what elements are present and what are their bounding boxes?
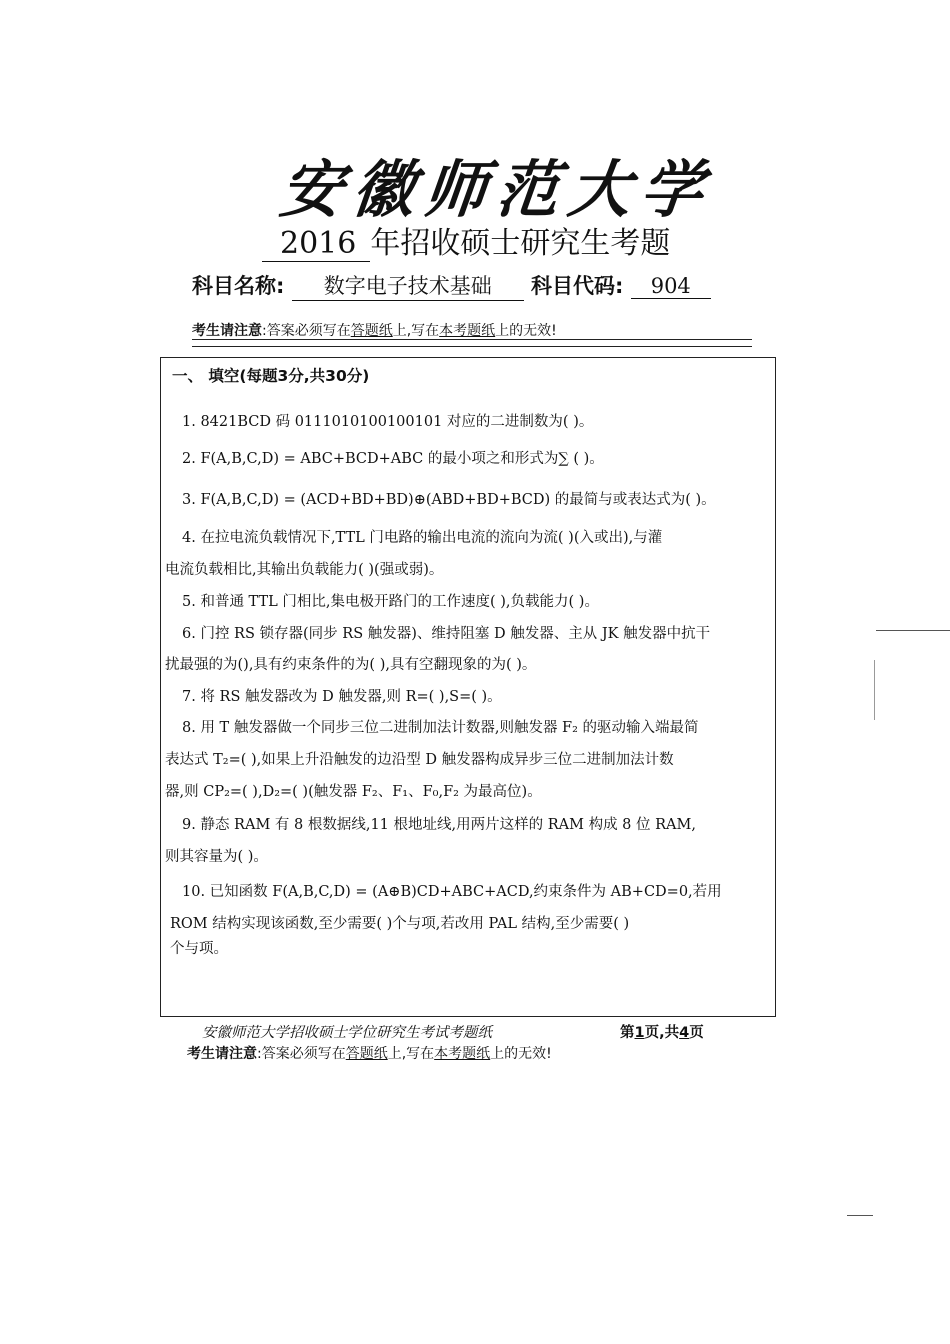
section-heading: 一、 填空(每题3分,共30分)	[172, 367, 370, 385]
question-line: 表达式 T₂=( ),如果上升沿触发的边沿型 D 触发器构成异步三位二进制加法计数	[165, 752, 674, 768]
subject-code-label: 科目代码:	[531, 274, 624, 298]
divider-rule-2	[192, 346, 752, 347]
subject-name-value: 数字电子技术基础	[292, 270, 524, 301]
bottom-notice	[187, 1043, 552, 1063]
page-pre: 第	[620, 1025, 635, 1041]
notice-text-2: 上,写在	[387, 1046, 435, 1062]
page-post: 页	[689, 1025, 704, 1041]
page-indicator	[620, 1021, 704, 1042]
question-line: 9. 静态 RAM 有 8 根数据线,11 根地址线,用两片这样的 RAM 构成 8 位 RAM,	[182, 817, 696, 833]
question-line: 3. F(A,B,C,D) = (ACD+BD+BD)⊕(ABD+BD+BCD) 的最简与或表达式为( )。	[182, 492, 716, 508]
question-line: 2. F(A,B,C,D) = ABC+BCD+ABC 的最小项之和形式为∑ ( )。	[182, 451, 604, 467]
question-line: 7. 将 RS 触发器改为 D 触发器,则 R=( ),S=( )。	[182, 689, 502, 705]
question-line: 5. 和普通 TTL 门相比,集电极开路门的工作速度( ),负载能力( )。	[182, 594, 599, 610]
question-line: 4. 在拉电流负载情况下,TTL 门电路的输出电流的流向为流( )(入或出),与灌	[182, 530, 663, 546]
top-notice	[192, 320, 557, 340]
notice-text-1: :答案必须写在	[262, 323, 351, 339]
page-total: 4	[679, 1025, 690, 1041]
notice-text-2: 上,写在	[392, 323, 440, 339]
notice-answer-sheet: 答题纸	[350, 323, 393, 339]
exam-title	[262, 218, 670, 262]
university-logo: 安徽师范大学	[276, 153, 717, 226]
notice-text-3: 上的无效!	[495, 323, 557, 339]
exam-year: 2016	[262, 226, 370, 262]
subject-line	[192, 270, 711, 301]
question-line: ROM 结构实现该函数,至少需要( )个与项,若改用 PAL 结构,至少需要( )	[170, 916, 630, 932]
page-mid: 页,共	[644, 1025, 680, 1041]
scan-mark	[876, 630, 950, 631]
notice-question-sheet: 本考题纸	[434, 1046, 491, 1062]
divider-rule-1	[192, 339, 752, 340]
question-line: 6. 门控 RS 锁存器(同步 RS 触发器)、维持阻塞 D 触发器、主从 JK 触发器中抗干	[182, 626, 711, 642]
notice-question-sheet: 本考题纸	[439, 323, 496, 339]
question-line: 个与项。	[170, 941, 228, 957]
question-line: 1. 8421BCD 码 0111010100100101 对应的二进制数为( )。	[182, 414, 594, 430]
question-line: 器,则 CP₂=( ),D₂=( )(触发器 F₂、F₁、F₀,F₂ 为最高位)。	[165, 784, 542, 800]
notice-text-3: 上的无效!	[490, 1046, 552, 1062]
question-line: 电流负载相比,其输出负载能力( )(强或弱)。	[165, 562, 444, 578]
scan-mark	[874, 660, 875, 720]
notice-lead: 考生请注意	[187, 1046, 257, 1062]
subject-name-label: 科目名称:	[192, 274, 285, 298]
exam-paper-label: 安徽师范大学招收硕士学位研究生考试考题纸	[202, 1025, 492, 1041]
question-line: 扰最强的为(),具有约束条件的为( ),具有空翻现象的为( )。	[165, 657, 537, 673]
question-line: 则其容量为( )。	[165, 849, 268, 865]
exam-title-suffix: 年招收硕士研究生考题	[370, 226, 671, 261]
question-line: 8. 用 T 触发器做一个同步三位二进制加法计数器,则触发器 F₂ 的驱动输入端最简	[182, 720, 699, 736]
subject-code-value: 904	[631, 274, 711, 299]
notice-text-1: :答案必须写在	[257, 1046, 346, 1062]
notice-answer-sheet: 答题纸	[345, 1046, 388, 1062]
notice-lead: 考生请注意	[192, 323, 262, 339]
scan-mark	[847, 1215, 873, 1216]
question-line: 10. 已知函数 F(A,B,C,D) = (A⊕B)CD+ABC+ACD,约束条件为 AB+CD=0,若用	[182, 884, 722, 900]
page-number: 1	[634, 1025, 645, 1041]
